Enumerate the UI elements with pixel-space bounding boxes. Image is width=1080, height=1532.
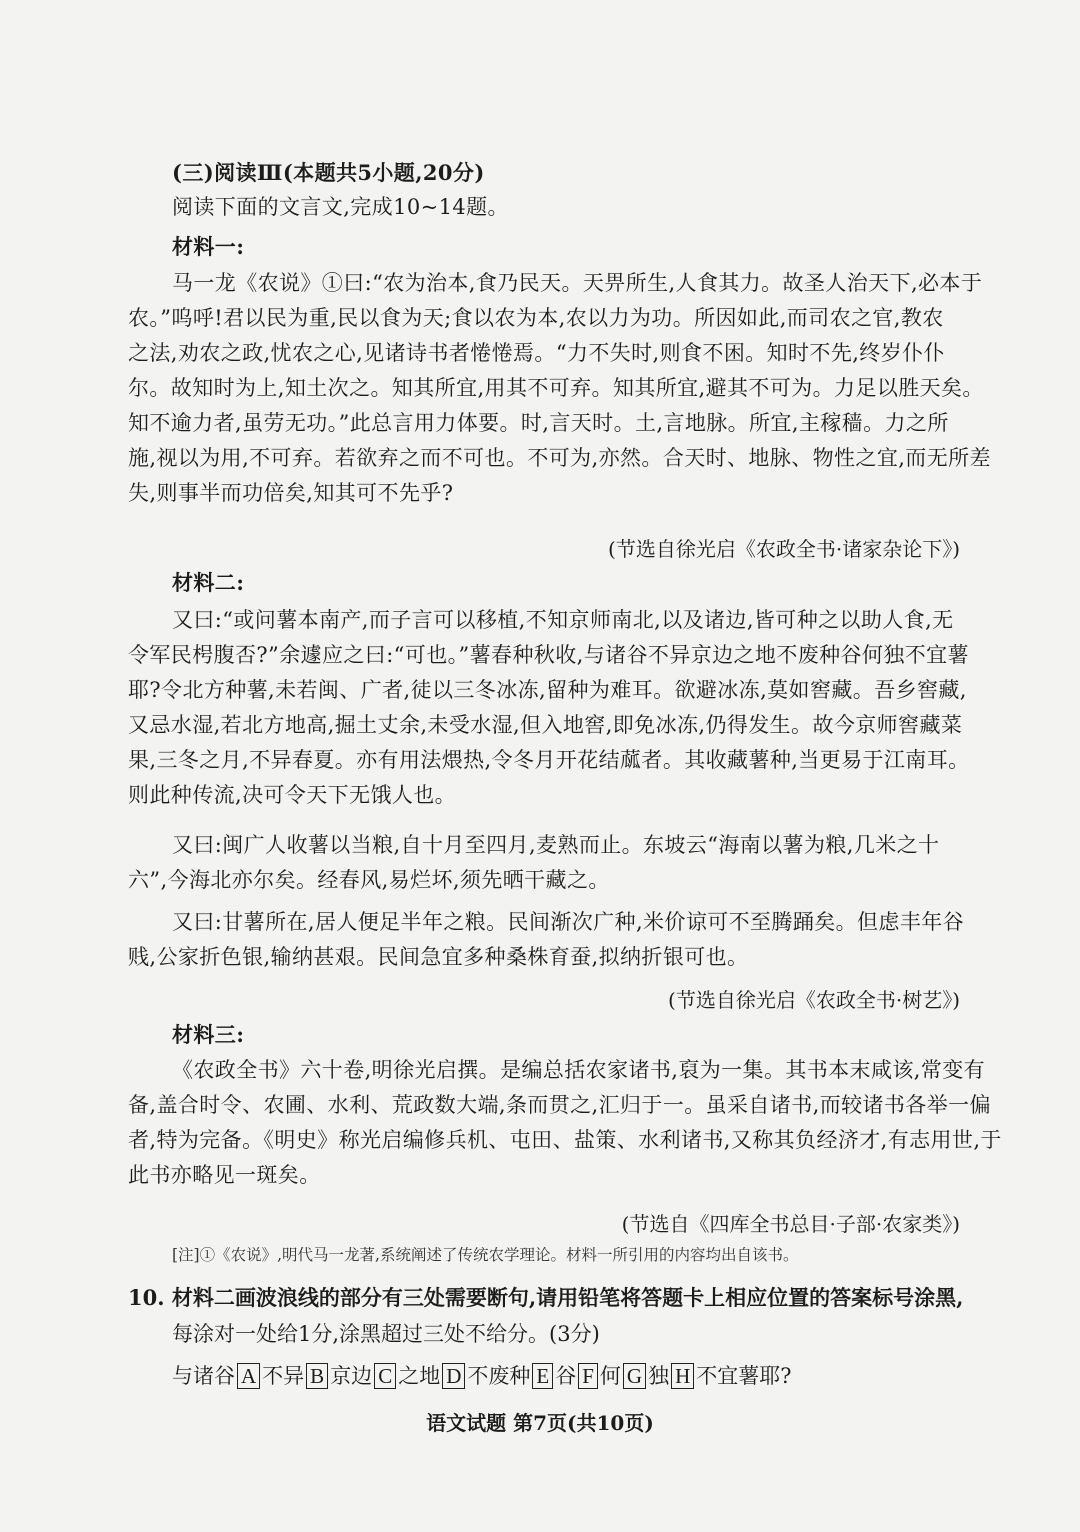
option-box-c[interactable]: C xyxy=(374,1363,396,1389)
option-box-a[interactable]: A xyxy=(237,1363,260,1389)
material-3-text xyxy=(128,1053,1002,1193)
option-box-e[interactable]: E xyxy=(532,1363,553,1389)
material-2-line: 又曰:闽广人收薯以当粮,自十月至四月,麦熟而止。东坡云“海南以薯为粮,几米之十 xyxy=(172,833,940,857)
material-3-heading: 材料三: xyxy=(172,1022,245,1047)
material-3-line: 《农政全书》六十卷,明徐光启撰。是编总括农家诸书,裒为一集。其书本末咸该,常变有 xyxy=(172,1058,986,1082)
question-10-options xyxy=(172,1360,792,1390)
material-1-line: 失,则事半而功倍矣,知其可不先乎? xyxy=(128,481,454,505)
material-2 xyxy=(172,565,962,600)
material-1-line: 之法,劝农之政,忧农之心,见诸诗书者惓惓焉。“力不失时,则食不困。知时不先,终岁仆仆 xyxy=(128,341,945,365)
material-3 xyxy=(172,1017,962,1052)
option-segment: 谷 xyxy=(555,1364,577,1388)
material-2-line: 又忌水湿,若北方地高,掘土丈余,未受水湿,但入地窖,即免冰冻,仍得发生。故今京师窖藏菜 xyxy=(128,713,963,737)
material-1-source: (节选自徐光启《农政全书·诸家杂论下》) xyxy=(608,537,960,561)
material-3-line: 备,盖合时令、农圃、水利、荒政数大端,条而贯之,汇归于一。虽采自诸书,而较诸书各举一偏 xyxy=(128,1093,991,1117)
footnote: [注]①《农说》,明代马一龙著,系统阐述了传统农学理论。材料一所引用的内容均出自该书。 xyxy=(172,1246,799,1264)
material-2-line: 又曰:“或问薯本南产,而子言可以移植,不知京师南北,以及诸边,皆可种之以助人食,无 xyxy=(172,608,954,632)
option-segment: 之地 xyxy=(398,1364,441,1388)
material-2-paragraph-3 xyxy=(128,905,965,975)
material-2-paragraph-2 xyxy=(128,828,962,898)
option-segment: 不宜薯耶? xyxy=(696,1364,792,1388)
material-2-paragraph-1 xyxy=(128,603,970,813)
option-segment: 不废种 xyxy=(467,1364,531,1388)
material-2-heading: 材料二: xyxy=(172,570,245,595)
material-1 xyxy=(172,229,962,264)
material-2-line: 贱,公家折色银,输纳甚艰。民间急宜多种桑株育蚕,拟纳折银可也。 xyxy=(128,945,749,969)
material-2-line: 令军民枵腹否?”余遽应之曰:“可也。”薯春种秋收,与诸谷不异京边之地不废种谷何独不宜薯 xyxy=(128,643,969,667)
option-box-d[interactable]: D xyxy=(442,1363,465,1389)
page-footer: 语文试题 第7页(共10页) xyxy=(426,1411,654,1435)
material-2-source: (节选自徐光启《农政全书·树艺》) xyxy=(668,988,960,1012)
option-box-b[interactable]: B xyxy=(306,1363,328,1389)
material-2-line: 又曰:甘薯所在,居人便足半年之粮。民间渐次广种,米价谅可不至腾踊矣。但虑丰年谷 xyxy=(172,910,965,934)
option-box-g[interactable]: G xyxy=(623,1363,646,1389)
option-segment: 京边 xyxy=(330,1364,373,1388)
instruction: 阅读下面的文言文,完成10~14题。 xyxy=(172,195,509,219)
material-2-line: 则此种传流,决可令天下无饿人也。 xyxy=(128,783,457,807)
material-2-line: 果,三冬之月,不异春夏。亦有用法煨热,令冬月开花结蓏者。其收藏薯种,当更易于江南耳。 xyxy=(128,748,970,772)
material-2-line: 耶?令北方种薯,未若闽、广者,徒以三冬冰冻,留种为难耳。欲避冰冻,莫如窖藏。吾乡窖藏, xyxy=(128,678,967,702)
material-1-line: 施,视以为用,不可弃。若欲弃之而不可也。不可为,亦然。合天时、地脉、物性之宜,而无所差 xyxy=(128,446,991,470)
question-10-line-2: 每涂对一处给1分,涂黑超过三处不给分。(3分) xyxy=(172,1322,600,1346)
option-segment: 不异 xyxy=(262,1364,305,1388)
material-3-line: 此书亦略见一斑矣。 xyxy=(128,1163,321,1187)
material-1-line: 知不逾力者,虽劳无功。”此总言用力体要。时,言天时。土,言地脉。所宜,主稼穑。力之所 xyxy=(128,411,949,435)
question-10-line-1: 10. 材料二画波浪线的部分有三处需要断句,请用铅笔将答题卡上相应位置的答案标号涂黑, xyxy=(128,1285,964,1310)
option-segment: 独 xyxy=(648,1364,670,1388)
material-1-text xyxy=(128,266,991,511)
section-title: (三)阅读Ⅲ(本题共5小题,20分) xyxy=(172,160,485,185)
option-segment: 何 xyxy=(599,1364,621,1388)
material-3-line: 者,特为完备。《明史》称光启编修兵机、屯田、盐策、水利诸书,又称其负经济才,有志用世,于 xyxy=(128,1128,1002,1152)
option-box-f[interactable]: F xyxy=(578,1363,598,1389)
option-segment: 与诸谷 xyxy=(172,1364,235,1388)
material-1-line: 马一龙《农说》①曰:“农为治本,食乃民天。天畀所生,人食其力。故圣人治天下,必本于 xyxy=(172,271,983,295)
option-box-h[interactable]: H xyxy=(671,1363,694,1389)
material-3-source: (节选自《四库全书总目·子部·农家类》) xyxy=(621,1212,960,1236)
section-header xyxy=(172,155,962,225)
material-1-heading: 材料一: xyxy=(172,234,245,259)
material-2-line: 六”,今海北亦尔矣。经春风,易烂坏,须先晒干藏之。 xyxy=(128,868,610,892)
material-1-line: 农。”呜呼!君以民为重,民以食为天;食以农为本,农以力为功。所因如此,而司农之官,教农 xyxy=(128,306,944,330)
material-1-line: 尔。故知时为上,知土次之。知其所宜,用其不可弃。知其所宜,避其不可为。力足以胜天矣。 xyxy=(128,376,984,400)
